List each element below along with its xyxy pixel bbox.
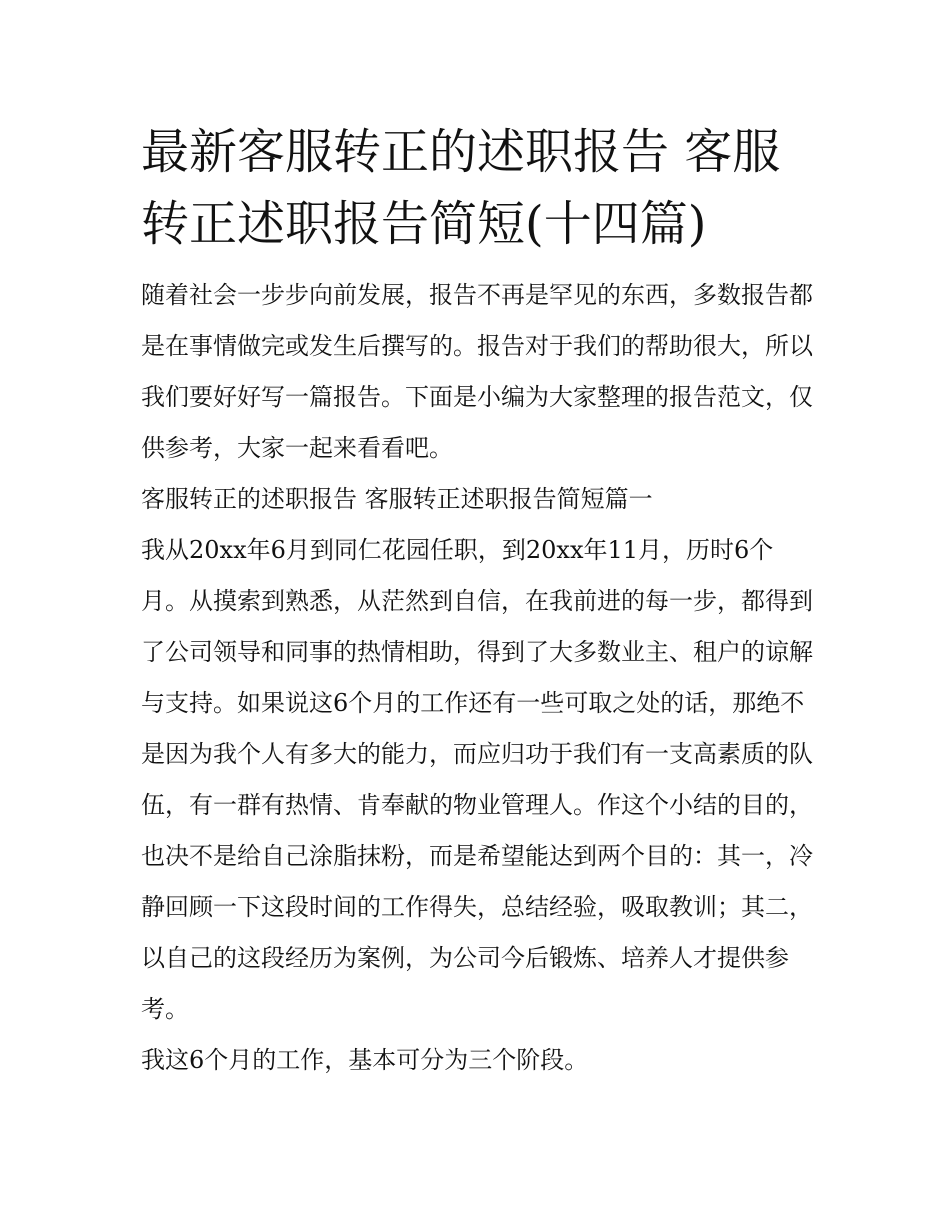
body-paragraph-2: 我这6个月的工作，基本可分为三个阶段。	[141, 1046, 589, 1074]
intro-paragraph: 随着社会一步步向前发展，报告不再是罕见的东西，多数报告都是在事情做完或发生后撰写的。报告对于我们的帮助很大，所以我们要好好写一篇报告。下面是小编为大家整理的报告范文，仅供参考，大家一起来看看吧。	[141, 281, 813, 462]
document-title: 最新客服转正的述职报告 客服转正述职报告简短(十四篇)	[141, 124, 781, 252]
section-heading: 客服转正的述职报告 客服转正述职报告简短篇一	[141, 485, 653, 513]
body-paragraph-1: 我从20xx年6月到同仁花园任职，到20xx年11月，历时6个月。从摸索到熟悉，从茫然到自信，在我前进的每一步，都得到了公司领导和同事的热情相助，得到了大多数业主、租户的谅解与支持。如果说这6个月的工作还有一些可取之处的话，那绝不是因为我个人有多大的能力，而应归功于我们有一支高素质的队伍，有一群有热情、肯奉献的物业管理人。作这个小结的目的，也决不是给自己涂脂抹粉，而是希望能达到两个目的：其一，冷静回顾一下这段时间的工作得失，总结经验，吸取教训；其二，以自己的这段经历为案例，为公司今后锻炼、培养人才提供参考。	[141, 536, 813, 1023]
document-page	[141, 116, 813, 1086]
